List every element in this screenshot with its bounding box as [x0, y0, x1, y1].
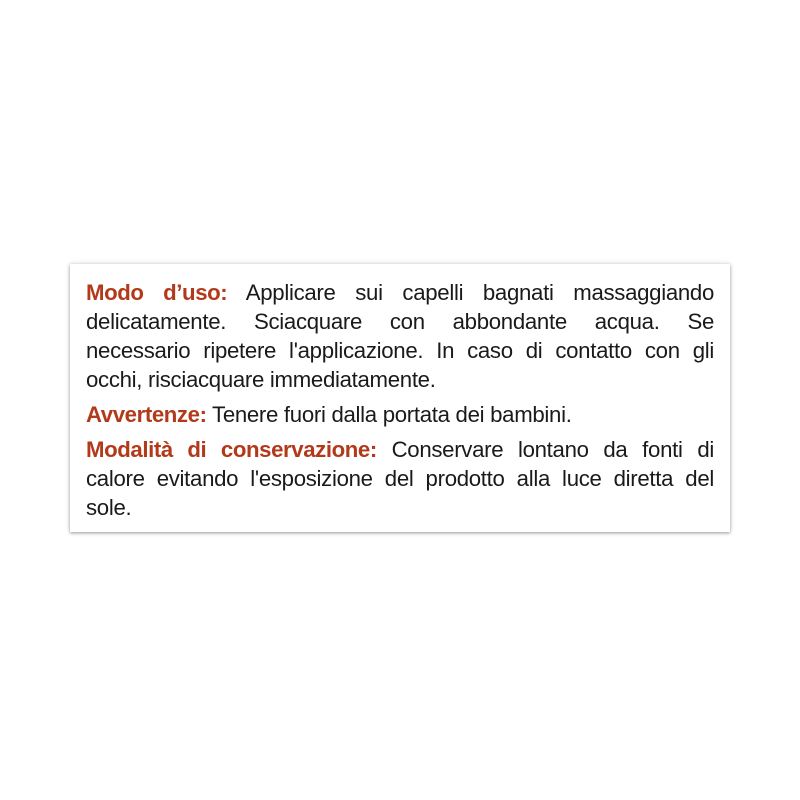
- usage-heading: Modo d’uso:: [86, 280, 228, 305]
- usage-instructions-card: [70, 264, 730, 532]
- storage-heading: Modalità di conservazione:: [86, 437, 377, 462]
- warnings-heading: Avvertenze:: [86, 402, 207, 427]
- storage-section: [86, 435, 714, 522]
- warnings-text: Tenere fuori dalla portata dei bambini.: [206, 402, 572, 427]
- storage-text: Conservare lontano da fonti di calore evitando l'esposizione del prodotto alla luce diretta del sole.: [86, 437, 714, 520]
- usage-text: Applicare sui capelli bagnati massaggiando delicatamente. Sciacquare con abbondante acqua. Se necessario ripetere l'applicazione. In caso di contatto con gli occhi, risciacquare immediatamente.: [86, 280, 714, 392]
- usage-section: [86, 278, 714, 394]
- warnings-section: [86, 400, 714, 429]
